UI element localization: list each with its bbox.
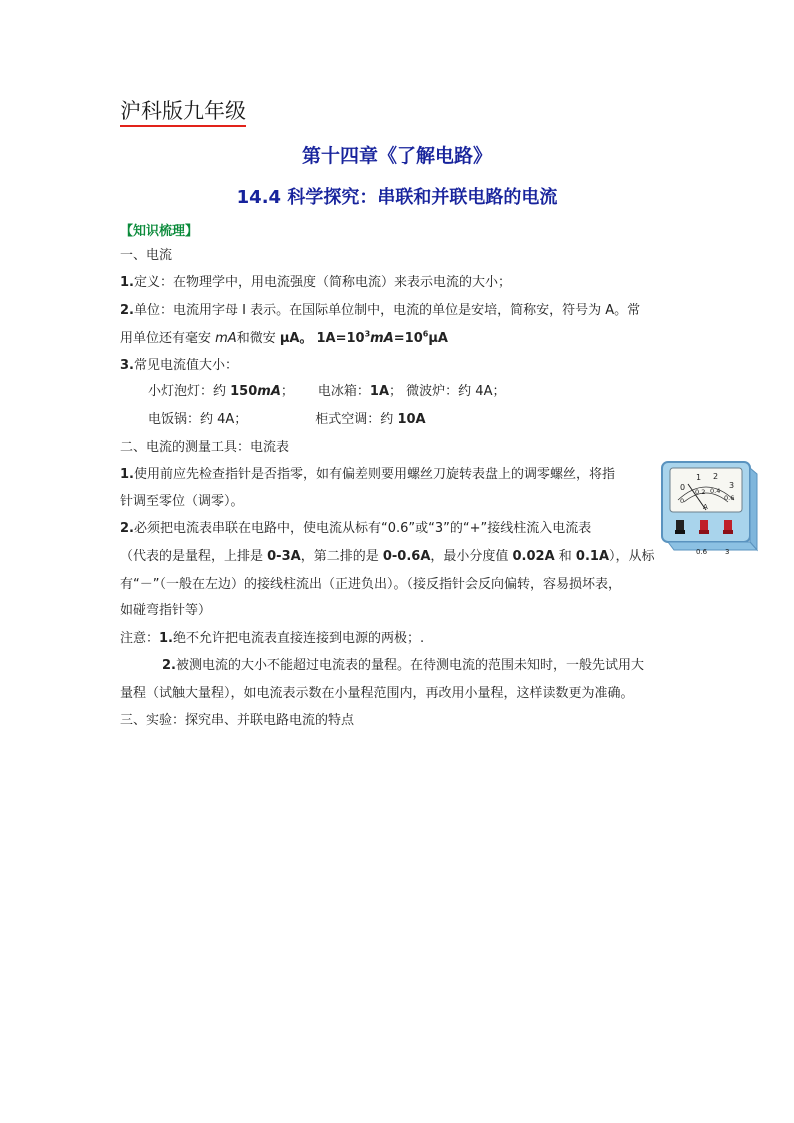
terminal-3-post — [724, 520, 732, 530]
connection-line-1: 2.必须把电流表串联在电路中，使电流从标有“0.6”或“3”的“+”接线柱流入电流表 — [120, 521, 592, 536]
terminal-negative-base — [675, 530, 685, 534]
definition-line: 1.定义：在物理学中，用电流强度（简称电流）来表示电流的大小； — [120, 275, 511, 290]
ammeter-base — [668, 542, 757, 550]
section-1-heading: 一、电流 — [120, 248, 173, 263]
ammeter-side — [750, 468, 757, 550]
usage-line-2: 针调至零位（调零）。 — [120, 494, 244, 509]
terminal-3-base — [723, 530, 733, 534]
usage-line-1: 1.使用前应先检查指针是否指零，如有偏差则要用螺丝刀旋转表盘上的调零螺丝，将指 — [120, 467, 615, 482]
section-title: 14.4 科学探究：串联和并联电路的电流 — [236, 187, 558, 208]
note-line-1: 注意：1.绝不允许把电流表直接连接到电源的两极；. — [120, 631, 425, 646]
scale-top-1: 1 — [696, 473, 702, 482]
scale-bottom-1: 0.2 — [695, 488, 706, 496]
note-line-2: 2.被测电流的大小不能超过电流表的量程。在待测电流的范围未知时，一般先试用大 — [162, 658, 644, 673]
connection-line-3: 有“－”（一般在左边）的接线柱流出（正进负出）。（接反指针会反向偏转，容易损坏表， — [120, 577, 621, 592]
common-values-heading: 3.常见电流值大小： — [120, 358, 238, 373]
connection-line-4: 如碰弯指针等） — [120, 603, 212, 618]
scale-top-0: 0 — [680, 483, 686, 492]
note-line-3: 量程（试触大量程），如电流表示数在小量程范围内，再改用小量程，这样读数更为准确。 — [120, 686, 634, 701]
scale-bottom-0: 0 — [680, 497, 685, 505]
common-values-row-1: 小灯泡灯：约 150mA； 电冰箱：1A； 微波炉：约 4A； — [148, 384, 506, 399]
terminal-negative-post — [676, 520, 684, 530]
terminal-06-post — [700, 520, 708, 530]
unit-line-1: 2.单位：电流用字母 I 表示。在国际单位制中，电流的单位是安培，简称安，符号为 A。常 — [120, 303, 641, 318]
chapter-title: 第十四章《了解电路》 — [301, 145, 492, 167]
unit-equation: $1A=10^3mA=10^6\mu A$ — [316, 329, 448, 346]
scale-bottom-2: 0.4 — [710, 487, 721, 495]
terminal-label-3: 3 — [725, 548, 730, 556]
scale-bottom-3: 0.6 — [724, 494, 735, 502]
unit-line-2: 用单位还有毫安 mA和微安 μA。 $1A=10^3mA=10^6\mu A$ — [120, 329, 448, 346]
series-label: 沪科版九年级 — [120, 98, 246, 127]
scale-top-3: 3 — [729, 481, 735, 490]
connection-line-2: （代表的是量程，上排是 0-3A，第二排的是 0-0.6A，最小分度值 0.02A 和 0.1A），从标 — [120, 549, 655, 564]
scale-top-2: 2 — [713, 472, 719, 481]
ammeter-unit: A — [703, 503, 708, 511]
terminal-label-06: 0.6 — [696, 548, 708, 556]
section-2-heading: 二、电流的测量工具：电流表 — [120, 440, 290, 455]
knowledge-tag: 【知识梳理】 — [120, 224, 199, 239]
section-3-heading: 三、实验：探究串、并联电路电流的特点 — [120, 713, 355, 728]
common-values-row-2: 电饭锅：约 4A； 柜式空调：约 10A — [148, 412, 426, 427]
terminal-06-base — [699, 530, 709, 534]
ammeter-illustration — [658, 458, 760, 558]
